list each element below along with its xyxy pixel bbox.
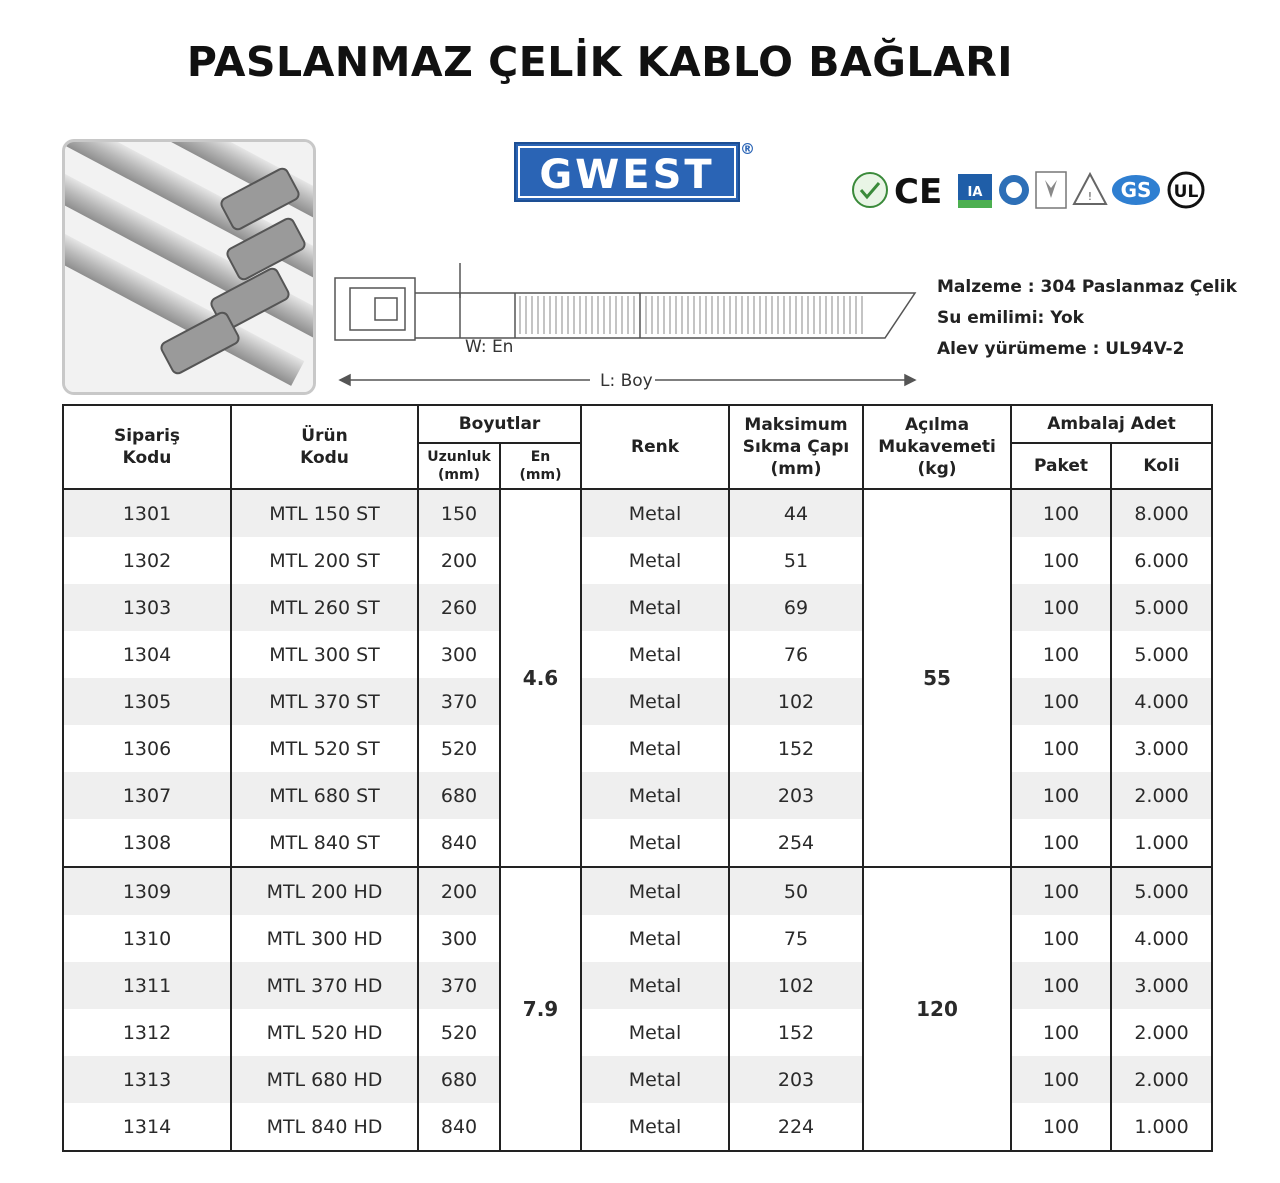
cell-max-diameter: 69 bbox=[729, 584, 863, 631]
triangle-cert-icon bbox=[1074, 174, 1106, 204]
header-tensile-strength: Açılma Mukavemeti (kg) bbox=[863, 405, 1011, 489]
table-row bbox=[63, 1009, 1212, 1056]
cell-pack: 100 bbox=[1011, 1103, 1111, 1151]
cell-order-code: 1311 bbox=[63, 962, 231, 1009]
cell-product-code: MTL 300 ST bbox=[231, 631, 418, 678]
cell-order-code: 1305 bbox=[63, 678, 231, 725]
cell-box: 3.000 bbox=[1111, 962, 1212, 1009]
table-row bbox=[63, 489, 1212, 537]
spec-flammability: Alev yürümeme : UL94V-2 bbox=[937, 339, 1185, 359]
ia-cert-icon bbox=[958, 174, 992, 208]
cell-pack: 100 bbox=[1011, 1009, 1111, 1056]
cell-product-code: MTL 260 ST bbox=[231, 584, 418, 631]
table-row bbox=[63, 915, 1212, 962]
cell-product-code: MTL 200 HD bbox=[231, 867, 418, 915]
cell-pack: 100 bbox=[1011, 915, 1111, 962]
cell-product-code: MTL 520 ST bbox=[231, 725, 418, 772]
width-label: W: En bbox=[465, 337, 514, 357]
cell-color: Metal bbox=[581, 962, 729, 1009]
svg-text:IA: IA bbox=[967, 185, 983, 200]
table-row bbox=[63, 537, 1212, 584]
gs-mark-icon bbox=[1112, 175, 1160, 205]
cell-max-diameter: 50 bbox=[729, 867, 863, 915]
cell-product-code: MTL 680 ST bbox=[231, 772, 418, 819]
table-row bbox=[63, 631, 1212, 678]
cell-product-code: MTL 370 HD bbox=[231, 962, 418, 1009]
length-label: L: Boy bbox=[600, 371, 653, 391]
cell-max-diameter: 76 bbox=[729, 631, 863, 678]
cell-order-code: 1314 bbox=[63, 1103, 231, 1151]
cell-product-code: MTL 520 HD bbox=[231, 1009, 418, 1056]
cell-box: 6.000 bbox=[1111, 537, 1212, 584]
cell-order-code: 1309 bbox=[63, 867, 231, 915]
cell-color: Metal bbox=[581, 867, 729, 915]
header-color: Renk bbox=[581, 405, 729, 489]
cell-max-diameter: 51 bbox=[729, 537, 863, 584]
cell-order-code: 1310 bbox=[63, 915, 231, 962]
check-cert-icon bbox=[853, 173, 887, 207]
cell-pack: 100 bbox=[1011, 725, 1111, 772]
cell-product-code: MTL 150 ST bbox=[231, 489, 418, 537]
header-max-diameter: Maksimum Sıkma Çapı (mm) bbox=[729, 405, 863, 489]
cell-pack: 100 bbox=[1011, 819, 1111, 867]
shield-cert-icon bbox=[1036, 172, 1066, 208]
table-row bbox=[63, 1056, 1212, 1103]
cell-order-code: 1301 bbox=[63, 489, 231, 537]
certification-logos bbox=[850, 166, 1210, 214]
table-row bbox=[63, 772, 1212, 819]
cell-order-code: 1313 bbox=[63, 1056, 231, 1103]
cell-max-diameter: 254 bbox=[729, 819, 863, 867]
cell-max-diameter: 102 bbox=[729, 962, 863, 1009]
cell-color: Metal bbox=[581, 772, 729, 819]
table-row bbox=[63, 819, 1212, 867]
cell-length: 200 bbox=[418, 867, 500, 915]
table-row bbox=[63, 962, 1212, 1009]
cell-color: Metal bbox=[581, 489, 729, 537]
cell-order-code: 1312 bbox=[63, 1009, 231, 1056]
ul-mark-icon bbox=[1169, 173, 1203, 207]
cell-product-code: MTL 300 HD bbox=[231, 915, 418, 962]
cell-order-code: 1308 bbox=[63, 819, 231, 867]
cell-max-diameter: 44 bbox=[729, 489, 863, 537]
cell-pack: 100 bbox=[1011, 962, 1111, 1009]
cell-product-code: MTL 370 ST bbox=[231, 678, 418, 725]
cell-width: 4.6 bbox=[500, 489, 581, 867]
cell-color: Metal bbox=[581, 915, 729, 962]
cell-color: Metal bbox=[581, 1056, 729, 1103]
cell-color: Metal bbox=[581, 678, 729, 725]
spec-water-absorption: Su emilimi: Yok bbox=[937, 308, 1084, 328]
cell-color: Metal bbox=[581, 819, 729, 867]
ce-mark-icon bbox=[894, 172, 942, 212]
header-dimensions: Boyutlar bbox=[418, 405, 581, 443]
cell-box: 5.000 bbox=[1111, 867, 1212, 915]
header-box: Koli bbox=[1111, 443, 1212, 489]
cell-order-code: 1302 bbox=[63, 537, 231, 584]
product-table bbox=[62, 404, 1213, 1152]
cell-length: 370 bbox=[418, 678, 500, 725]
cell-length: 300 bbox=[418, 631, 500, 678]
brand-name: GWEST bbox=[539, 152, 715, 198]
cell-color: Metal bbox=[581, 1009, 729, 1056]
cell-length: 520 bbox=[418, 1009, 500, 1056]
table-row bbox=[63, 867, 1212, 915]
cell-product-code: MTL 840 HD bbox=[231, 1103, 418, 1151]
product-photo bbox=[62, 139, 316, 395]
header-pack: Paket bbox=[1011, 443, 1111, 489]
cable-tie-diagram bbox=[330, 258, 930, 398]
cell-product-code: MTL 840 ST bbox=[231, 819, 418, 867]
cell-box: 2.000 bbox=[1111, 1009, 1212, 1056]
header-width: En (mm) bbox=[500, 443, 581, 489]
cell-pack: 100 bbox=[1011, 631, 1111, 678]
cell-box: 1.000 bbox=[1111, 819, 1212, 867]
header-length: Uzunluk (mm) bbox=[418, 443, 500, 489]
cell-max-diameter: 102 bbox=[729, 678, 863, 725]
cell-length: 680 bbox=[418, 1056, 500, 1103]
cell-order-code: 1304 bbox=[63, 631, 231, 678]
cell-box: 1.000 bbox=[1111, 1103, 1212, 1151]
cell-color: Metal bbox=[581, 725, 729, 772]
table-row bbox=[63, 1103, 1212, 1151]
cell-length: 840 bbox=[418, 819, 500, 867]
cell-box: 2.000 bbox=[1111, 772, 1212, 819]
iso-cert-icon bbox=[999, 175, 1029, 205]
cell-pack: 100 bbox=[1011, 772, 1111, 819]
cell-product-code: MTL 680 HD bbox=[231, 1056, 418, 1103]
table-row bbox=[63, 584, 1212, 631]
cell-tensile-strength: 120 bbox=[863, 867, 1011, 1151]
cell-order-code: 1306 bbox=[63, 725, 231, 772]
cell-color: Metal bbox=[581, 631, 729, 678]
header-product-code: Ürün Kodu bbox=[231, 405, 418, 489]
cell-box: 5.000 bbox=[1111, 584, 1212, 631]
cell-order-code: 1307 bbox=[63, 772, 231, 819]
cell-color: Metal bbox=[581, 584, 729, 631]
cell-pack: 100 bbox=[1011, 678, 1111, 725]
cell-color: Metal bbox=[581, 1103, 729, 1151]
cell-width: 7.9 bbox=[500, 867, 581, 1151]
cell-tensile-strength: 55 bbox=[863, 489, 1011, 867]
svg-text:UL: UL bbox=[1173, 182, 1199, 202]
cell-length: 300 bbox=[418, 915, 500, 962]
cell-pack: 100 bbox=[1011, 1056, 1111, 1103]
cell-length: 520 bbox=[418, 725, 500, 772]
cell-pack: 100 bbox=[1011, 489, 1111, 537]
svg-text:GS: GS bbox=[1120, 178, 1152, 202]
table-row bbox=[63, 725, 1212, 772]
cell-max-diameter: 75 bbox=[729, 915, 863, 962]
cell-box: 3.000 bbox=[1111, 725, 1212, 772]
spec-list bbox=[937, 272, 1237, 365]
spec-material: Malzeme : 304 Paslanmaz Çelik bbox=[937, 277, 1237, 297]
cell-length: 150 bbox=[418, 489, 500, 537]
cell-length: 680 bbox=[418, 772, 500, 819]
cell-max-diameter: 152 bbox=[729, 725, 863, 772]
page-title: PASLANMAZ ÇELİK KABLO BAĞLARI bbox=[186, 38, 1014, 86]
cell-order-code: 1303 bbox=[63, 584, 231, 631]
cell-pack: 100 bbox=[1011, 584, 1111, 631]
cell-color: Metal bbox=[581, 537, 729, 584]
cell-pack: 100 bbox=[1011, 867, 1111, 915]
svg-text:CE: CE bbox=[894, 172, 943, 212]
cell-length: 200 bbox=[418, 537, 500, 584]
brand-logo bbox=[514, 142, 740, 202]
registered-mark: ® bbox=[740, 140, 755, 158]
cell-length: 370 bbox=[418, 962, 500, 1009]
cell-box: 5.000 bbox=[1111, 631, 1212, 678]
cell-product-code: MTL 200 ST bbox=[231, 537, 418, 584]
header-packaging: Ambalaj Adet bbox=[1011, 405, 1212, 443]
cell-box: 2.000 bbox=[1111, 1056, 1212, 1103]
cell-box: 4.000 bbox=[1111, 915, 1212, 962]
cell-box: 8.000 bbox=[1111, 489, 1212, 537]
header-order-code: Sipariş Kodu bbox=[63, 405, 231, 489]
svg-text:!: ! bbox=[1087, 190, 1093, 203]
cell-max-diameter: 203 bbox=[729, 772, 863, 819]
table-row bbox=[63, 678, 1212, 725]
cell-max-diameter: 152 bbox=[729, 1009, 863, 1056]
cell-length: 840 bbox=[418, 1103, 500, 1151]
cell-max-diameter: 203 bbox=[729, 1056, 863, 1103]
cell-length: 260 bbox=[418, 584, 500, 631]
cell-max-diameter: 224 bbox=[729, 1103, 863, 1151]
cell-pack: 100 bbox=[1011, 537, 1111, 584]
cell-box: 4.000 bbox=[1111, 678, 1212, 725]
